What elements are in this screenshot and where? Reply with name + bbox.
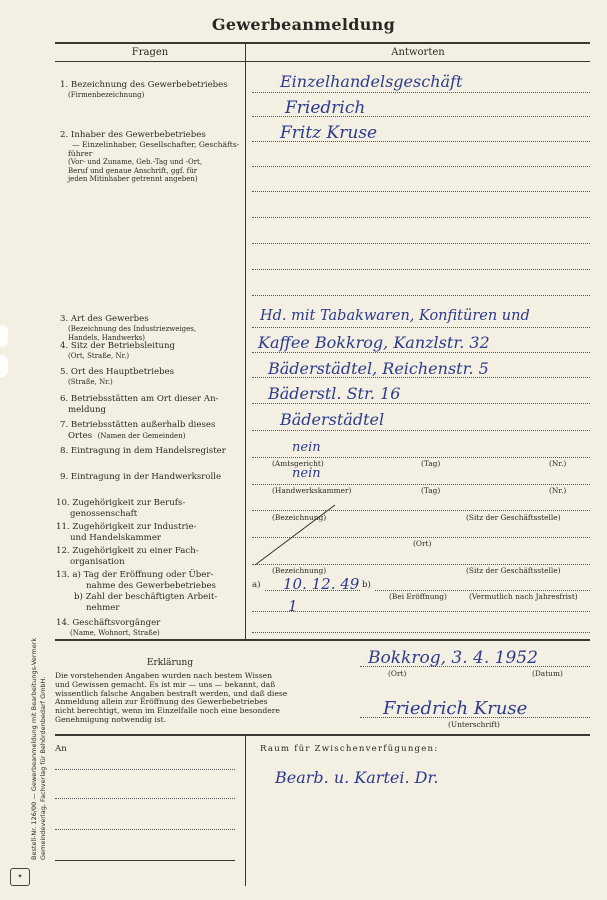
answer-line [252, 403, 590, 404]
declaration-heading: Erklärung [146, 658, 194, 668]
answer-line [252, 217, 590, 218]
bottom-note: Bearb. u. Kartei. Dr. [275, 768, 439, 787]
an-line [55, 798, 235, 799]
answer-13a: 10. 12. 49 [283, 575, 360, 593]
header-rule [55, 61, 590, 62]
question-14: 14. Geschäftsvorgänger (Name, Wohnort, Straße) [56, 618, 161, 637]
answer-place-date: Bokkrog, 3. 4. 1952 [368, 648, 538, 668]
an-label: An [55, 744, 67, 754]
caption-a: a) [252, 580, 261, 590]
answer-line [375, 590, 590, 591]
caption-unterschrift: (Unterschrift) [448, 720, 500, 729]
answer-4: Kaffee Bokkrog, Kanzlstr. 32 [258, 333, 490, 352]
answer-1: Einzelhandelsgeschäft [280, 72, 463, 91]
answer-line [252, 269, 590, 270]
answer-8: nein [292, 440, 321, 455]
signature: Friedrich Kruse [383, 698, 528, 719]
answer-line [252, 295, 590, 296]
column-divider [245, 42, 246, 639]
answer-line [252, 243, 590, 244]
caption-handwerkskammer: (Handwerkskammer) [272, 486, 352, 495]
caption-tag-2: (Tag) [421, 486, 441, 495]
publisher-logo-icon: ✦ [10, 868, 30, 886]
answer-line [252, 92, 590, 93]
caption-ort: (Ort) [413, 539, 432, 548]
answer-line [252, 327, 590, 328]
caption-b: b) [362, 580, 371, 590]
punch-hole-2 [0, 355, 8, 377]
question-3: 3. Art des Gewerbes (Bezeichnung des Industriezweiges, Handels, Handwerks) [60, 314, 197, 342]
strike-line [250, 500, 340, 570]
answer-line [252, 166, 590, 167]
answer-line [252, 457, 590, 458]
caption-bezeichnung-2: (Bezeichnung) [272, 566, 327, 575]
caption-sitz-2: (Sitz der Geschäftsstelle) [466, 566, 561, 575]
answer-line [252, 484, 590, 485]
caption-tag: (Tag) [421, 459, 441, 468]
question-5: 5. Ort des Hauptbetriebes (Straße, Nr.) [60, 367, 175, 386]
an-rule [55, 860, 235, 861]
caption-amtsgericht: (Amtsgericht) [272, 459, 324, 468]
raum-label: Raum für Zwischenverfügungen: [260, 744, 439, 754]
answer-5: Bäderstädtel, Reichenstr. 5 [268, 359, 489, 378]
answer-line [252, 191, 590, 192]
question-1: 1. Bezeichnung des Gewerbebetriebes (Firmenbezeichnung) [60, 80, 228, 99]
answer-line [252, 611, 590, 612]
answer-9: nein [292, 466, 321, 481]
question-13: 13. a) Tag der Eröffnung oder Über- nahme des Gewerbebetriebes b) Zahl der beschäftigten Arbeit- nehmer [56, 570, 218, 613]
title-rule [55, 42, 590, 44]
bottom-rule [55, 734, 590, 736]
page-title: Gewerbeanmeldung [211, 15, 396, 34]
question-4: 4. Sitz der Betriebsleitung (Ort, Straße, Nr.) [60, 341, 176, 360]
caption-bei-eroeffnung: (Bei Eröffnung) [389, 592, 447, 601]
caption-nr: (Nr.) [549, 459, 567, 468]
question-10: 10. Zugehörigkeit zur Berufs- genossenschaft [56, 498, 186, 519]
an-line [55, 829, 235, 830]
declaration-text: Die vorstehenden Angaben wurden nach bestem Wissen und Gewissen gemacht. Es ist mir — uns — bekannt, daß wissentlich falsche Angaben bestraft werden, und daß diese Anmeldung allein zur Eröffnung des Gewerbebetriebes nicht berechtigt, wenn im Einzelfalle noch eine besondere Genehmigung notwendig ist. [55, 671, 288, 724]
answer-13b: 1 [288, 597, 298, 615]
caption-vermutlich: (Vermutlich nach Jahresfrist) [469, 592, 578, 601]
question-9: 9. Eintragung in der Handwerksrolle [60, 472, 222, 482]
question-6: 6. Betriebsstätten am Ort dieser An- meldung [60, 394, 219, 415]
question-2: 2. Inhaber des Gewerbebetriebes — Einzelinhaber, Gesellschafter, Geschäfts- führer (Vor- und Zuname, Geb.-Tag und -Ort, Beruf und genaue Anschrift, ggf. für jeden Mitinhaber getrennt angeben) [60, 130, 240, 183]
answer-7: Bäderstädtel [280, 410, 385, 429]
answer-2-last: Fritz Kruse [280, 123, 378, 143]
answer-line [252, 352, 590, 353]
question-12: 12. Zugehörigkeit zu einer Fach- organisation [56, 546, 199, 567]
caption-nr-2: (Nr.) [549, 486, 567, 495]
caption-datum: (Datum) [532, 669, 563, 678]
caption-ort-sig: (Ort) [388, 669, 407, 678]
punch-hole-1 [0, 325, 8, 347]
question-11: 11. Zugehörigkeit zur Industrie- und Handelskammer [56, 522, 197, 543]
answer-line [252, 430, 590, 431]
section-rule [55, 639, 590, 641]
question-7: 7. Betriebsstätten außerhalb dieses Ortes (Namen der Gemeinden) [60, 420, 216, 441]
answer-6: Bäderstl. Str. 16 [268, 384, 401, 403]
answer-line [252, 632, 590, 633]
bottom-divider [245, 736, 246, 886]
answer-3: Hd. mit Tabakwaren, Konfitüren und [260, 308, 530, 324]
side-print-1: Bestell-Nr. 126/00 — Gewerbeanmeldung mit Bearbeitungs-Vermerk [30, 637, 38, 860]
column-header-fragen: Fragen [131, 47, 169, 58]
side-print-2: Gemeindeverlag, Fachverlag für Behördenbedarf GmbH. [39, 676, 47, 860]
answer-2-first: Friedrich [285, 98, 366, 118]
caption-sitz: (Sitz der Geschäftsstelle) [466, 513, 561, 522]
an-line [55, 769, 235, 770]
question-8: 8. Eintragung in dem Handelsregister [60, 446, 226, 456]
column-header-antworten: Antworten [391, 47, 445, 58]
caption-bezeichnung: (Bezeichnung) [272, 513, 327, 522]
